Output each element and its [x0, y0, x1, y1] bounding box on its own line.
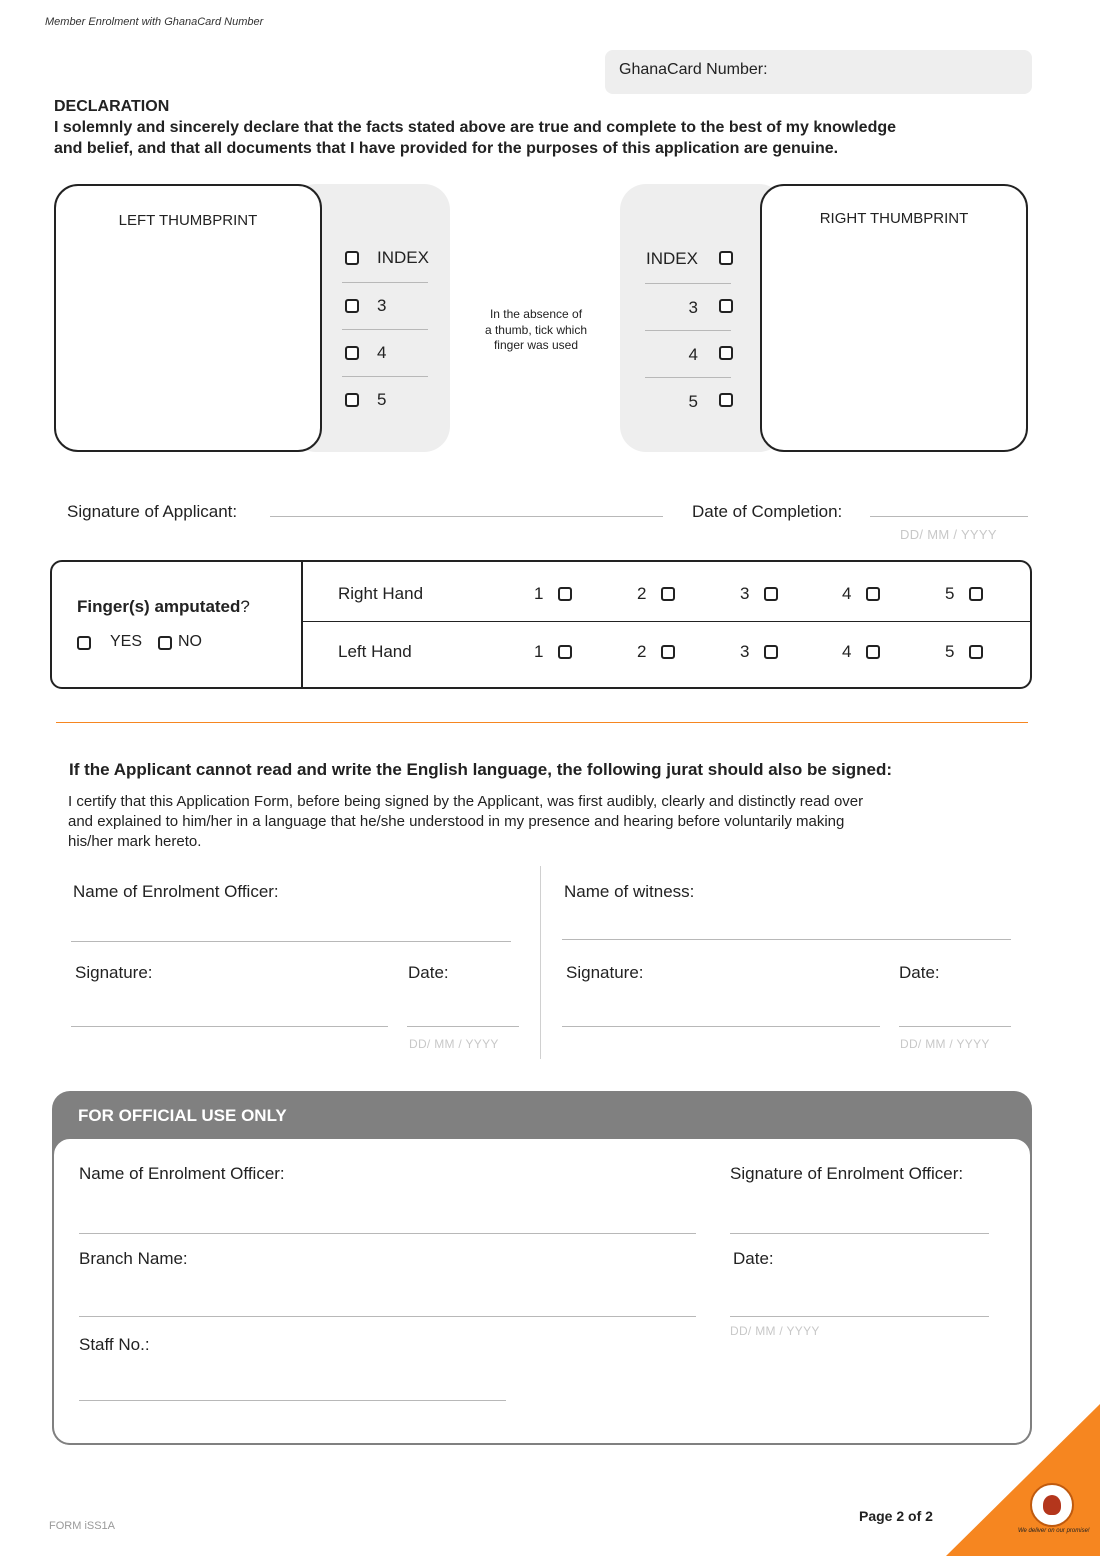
left-finger-4-label: 4 [377, 343, 387, 362]
instruction-line-2: a thumb, tick which [484, 322, 588, 337]
table-row-divider [302, 621, 1031, 622]
left-finger-5-label: 5 [377, 390, 387, 409]
official-officer-name-line[interactable] [79, 1233, 696, 1234]
right-hand-label: Right Hand [338, 584, 424, 603]
amputated-no-checkbox[interactable] [158, 636, 172, 650]
jurat-witness-date-label: Date: [899, 963, 940, 982]
ghanacard-number-field[interactable] [605, 50, 1032, 94]
date-of-completion-line[interactable] [870, 516, 1028, 517]
applicant-signature-label: Signature of Applicant: [67, 502, 238, 521]
form-code: FORM iSS1A [49, 1520, 116, 1532]
date-of-completion-hint: DD/ MM / YYYY [900, 527, 997, 542]
instruction-line-3: finger was used [493, 338, 579, 352]
official-branch-label: Branch Name: [79, 1249, 188, 1268]
left-finger-3-checkbox[interactable] [345, 299, 359, 313]
instruction-line-1: In the absence of [489, 307, 583, 321]
left-thumbprint-title: LEFT THUMBPRINT [118, 212, 258, 229]
ghanacard-number-label: GhanaCard Number: [619, 61, 768, 78]
right-index-label: INDEX [646, 249, 698, 268]
jurat-heading: If the Applicant cannot read and write the English language, the following jurat should also be signed: [69, 760, 892, 779]
declaration-heading: DECLARATION [54, 98, 170, 115]
left-hand-finger-3-label: 3 [740, 642, 750, 661]
right-hand-finger-4-label: 4 [842, 584, 852, 603]
right-hand-finger-2-label: 2 [637, 584, 647, 603]
official-staff-line[interactable] [79, 1400, 506, 1401]
divider [342, 376, 428, 377]
left-hand-finger-4-checkbox[interactable] [866, 645, 880, 659]
declaration-text-line-2: and belief, and that all documents that I have provided for the purposes of this application are genuine. [54, 140, 839, 157]
amputated-yes-label: YES [110, 633, 143, 650]
table-vertical-divider [301, 561, 303, 688]
left-index-checkbox[interactable] [345, 251, 359, 265]
right-hand-finger-5-checkbox[interactable] [969, 587, 983, 601]
jurat-witness-signature-label: Signature: [566, 963, 644, 982]
right-hand-finger-3-checkbox[interactable] [764, 587, 778, 601]
divider [645, 283, 731, 284]
jurat-officer-name-label: Name of Enrolment Officer: [73, 882, 279, 901]
right-hand-finger-4-checkbox[interactable] [866, 587, 880, 601]
left-hand-finger-4-label: 4 [842, 642, 852, 661]
logo-inner-icon [1043, 1495, 1061, 1515]
right-finger-4-checkbox[interactable] [719, 346, 733, 360]
left-hand-finger-2-label: 2 [637, 642, 647, 661]
form-title: Member Enrolment with GhanaCard Number [45, 16, 264, 28]
right-hand-finger-5-label: 5 [945, 584, 955, 603]
left-hand-label: Left Hand [338, 642, 412, 661]
right-hand-finger-2-checkbox[interactable] [661, 587, 675, 601]
official-date-hint: DD/ MM / YYYY [730, 1324, 820, 1338]
right-thumbprint-box[interactable] [760, 184, 1028, 452]
jurat-column-divider [540, 866, 541, 1059]
amputation-table [50, 560, 1032, 689]
right-index-checkbox[interactable] [719, 251, 733, 265]
official-date-line[interactable] [730, 1316, 989, 1317]
left-finger-4-checkbox[interactable] [345, 346, 359, 360]
right-thumbprint-title: RIGHT THUMBPRINT [819, 210, 969, 227]
ssnit-logo-icon [1030, 1483, 1074, 1527]
divider [645, 330, 731, 331]
jurat-line-1: I certify that this Application Form, before being signed by the Applicant, was first audibly, clearly and distinctly read over [68, 793, 864, 810]
left-hand-finger-5-checkbox[interactable] [969, 645, 983, 659]
jurat-officer-date-label: Date: [408, 963, 449, 982]
official-date-label: Date: [733, 1249, 774, 1268]
jurat-witness-date-line[interactable] [899, 1026, 1011, 1027]
applicant-signature-line[interactable] [270, 516, 663, 517]
right-hand-finger-3-label: 3 [740, 584, 750, 603]
official-use-section [52, 1091, 1032, 1445]
official-staff-label: Staff No.: [79, 1335, 150, 1354]
official-officer-signature-line[interactable] [730, 1233, 989, 1234]
right-finger-3-checkbox[interactable] [719, 299, 733, 313]
left-thumbprint-box[interactable] [54, 184, 322, 452]
amputation-question-text: Finger(s) amputated [77, 597, 241, 616]
section-separator [56, 722, 1028, 723]
official-officer-name-label: Name of Enrolment Officer: [79, 1164, 285, 1183]
jurat-officer-name-line[interactable] [71, 941, 511, 942]
left-index-label: INDEX [377, 248, 429, 267]
amputation-question [77, 597, 250, 617]
jurat-line-2: and explained to him/her in a language that he/she understood in my presence and hearing before voluntarily making [68, 813, 845, 830]
official-officer-signature-label: Signature of Enrolment Officer: [730, 1164, 964, 1183]
jurat-officer-date-line[interactable] [407, 1026, 519, 1027]
date-of-completion-label: Date of Completion: [692, 502, 843, 521]
right-hand-finger-1-label: 1 [534, 584, 544, 603]
thumb-instruction [466, 307, 606, 354]
right-finger-4-label: 4 [688, 345, 698, 364]
left-hand-finger-1-checkbox[interactable] [558, 645, 572, 659]
question-mark: ? [240, 597, 250, 616]
jurat-witness-name-line[interactable] [562, 939, 1011, 940]
left-finger-3-label: 3 [377, 296, 387, 315]
right-hand-finger-1-checkbox[interactable] [558, 587, 572, 601]
jurat-officer-signature-label: Signature: [75, 963, 153, 982]
left-hand-finger-1-label: 1 [534, 642, 544, 661]
amputated-yes-checkbox[interactable] [77, 636, 91, 650]
jurat-witness-name-label: Name of witness: [564, 882, 695, 901]
jurat-witness-signature-line[interactable] [562, 1026, 880, 1027]
right-finger-5-checkbox[interactable] [719, 393, 733, 407]
divider [342, 282, 428, 283]
jurat-officer-date-hint: DD/ MM / YYYY [409, 1037, 499, 1051]
divider [342, 329, 428, 330]
motto: We deliver on our promise! [1018, 1528, 1090, 1534]
official-use-title: FOR OFFICIAL USE ONLY [78, 1106, 287, 1125]
declaration-text-line-1: I solemnly and sincerely declare that the facts stated above are true and complete to the best of my knowledge [54, 119, 897, 136]
jurat-officer-signature-line[interactable] [71, 1026, 388, 1027]
amputated-no-label: NO [178, 633, 202, 650]
jurat-text [68, 792, 863, 852]
official-branch-line[interactable] [79, 1316, 696, 1317]
left-hand-finger-2-checkbox[interactable] [661, 645, 675, 659]
jurat-line-3: his/her mark hereto. [68, 833, 202, 850]
divider [645, 377, 731, 378]
left-hand-finger-3-checkbox[interactable] [764, 645, 778, 659]
page-number: Page 2 of 2 [859, 1508, 933, 1524]
jurat-witness-date-hint: DD/ MM / YYYY [900, 1037, 990, 1051]
left-finger-5-checkbox[interactable] [345, 393, 359, 407]
left-hand-finger-5-label: 5 [945, 642, 955, 661]
right-finger-5-label: 5 [688, 392, 698, 411]
right-finger-3-label: 3 [688, 298, 698, 317]
